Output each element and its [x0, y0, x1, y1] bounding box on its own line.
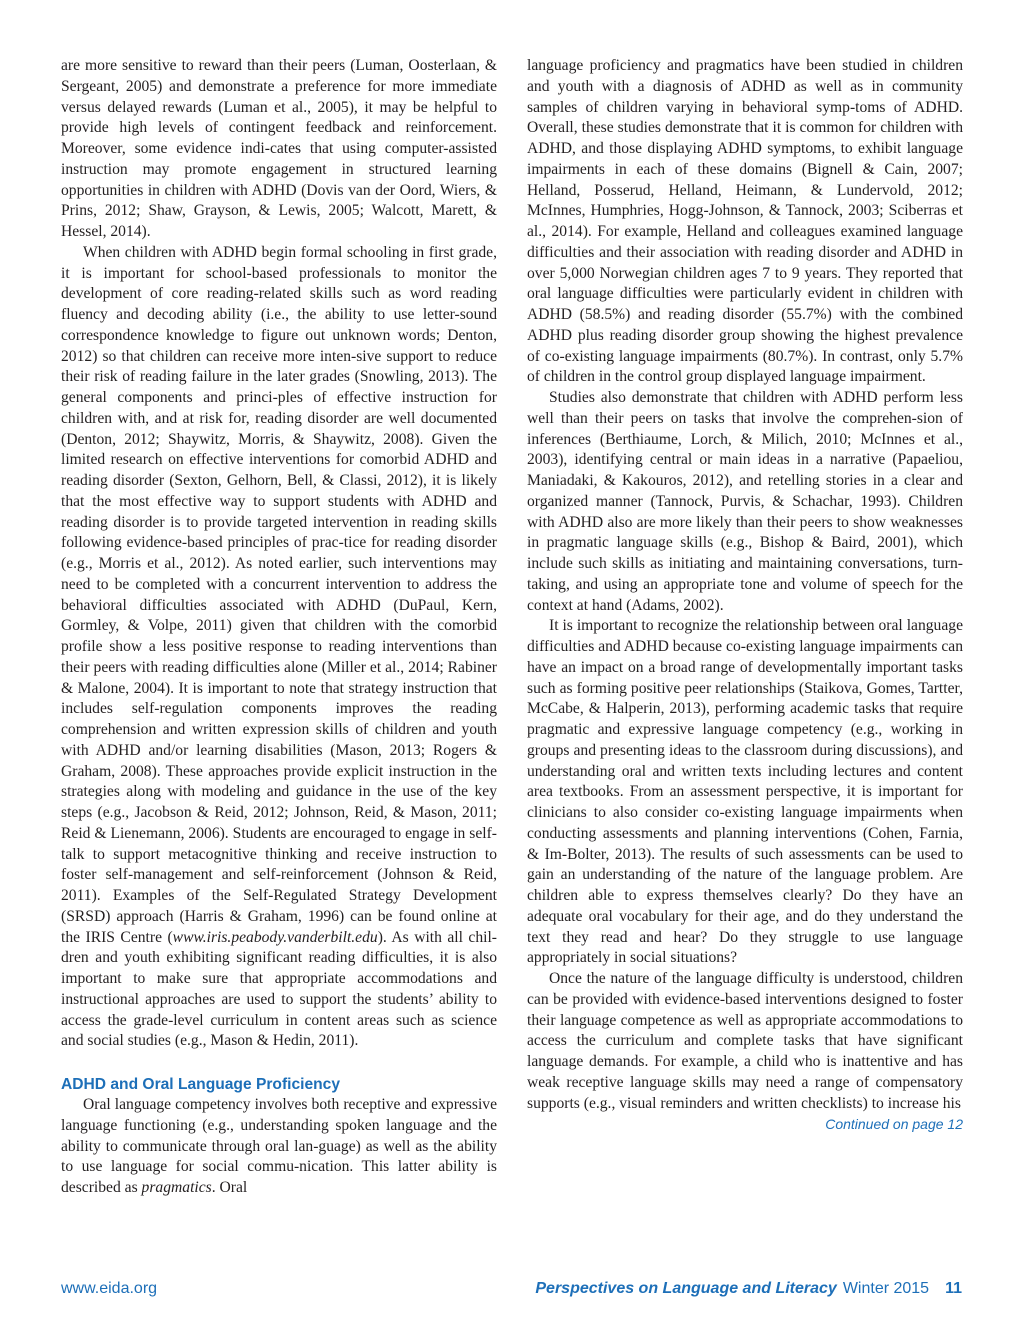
body-paragraph: Once the nature of the language difficulty is understood, children can be provided with evidence-based interventions designed to foster their language competence as well as appropriate accommodations to access the curriculum and complete tasks that have significant language demands. For example, a child who is inattentive and has weak receptive language skills may need a range of compensatory supports (e.g., visual reminders and written checklists) to increase his [527, 970, 963, 1112]
footer-right [535, 1280, 962, 1298]
body-paragraph: language proficiency and pragmatics have been studied in children and youth with a diagnosis of ADHD as well as in community samples of children varying in behavioral symp-toms of ADHD. Overall, these studies demonstrate that it is common for children with ADHD, and those displaying ADHD symptoms, to exhibit language impairments in each of these domains (Bignell & Cain, 2007; Helland, Posserud, Helland, Heimann, & Lundervold, 2012; McInnes, Humphries, Hogg-Johnson, & Tannock, 2003; Sciberras et al., 2014). For example, Helland and colleagues examined language difficulties and their association with reading disorder and ADHD in over 5,000 Norwegian children ages 7 to 9 years. They reported that oral language difficulties were particularly evident in children with ADHD (58.5%) and reading disorder (55.7%) with the combined ADHD plus reading disorder group showing the highest prevalence of co-existing language impairments (80.7%). In contrast, only 5.7% of children in the control group displayed language impairment. [527, 57, 963, 386]
body-paragraph: Studies also demonstrate that children with ADHD perform less well than their peers on tasks that involve the comprehen-sion of inferences (Berthiaume, Lorch, & Milich, 2010; McInnes et al., 2003), identifying central or main ideas in a narrative (Papaeliou, Maniadaki, & Kakouros, 2012), and retelling stories in a clear and organized manner (Tannock, Purvis, & Schachar, 1993). Children with ADHD also are more likely than their peers to show weaknesses in pragmatic language skills (e.g., Bishop & Baird, 2001), which include such skills as initiating and maintaining conversations, turn-taking, and using an appropriate tone and volume of speech for the context at hand (Adams, 2002). [527, 389, 963, 614]
iris-centre-link[interactable]: www.iris.peabody.vanderbilt.edu [172, 928, 378, 946]
section-heading: ADHD and Oral Language Proficiency [61, 1076, 341, 1093]
paragraph-text: . Oral [211, 1179, 248, 1196]
right-column [527, 56, 963, 1135]
page-footer [61, 1280, 962, 1304]
left-column [61, 56, 497, 1199]
body-paragraph [61, 243, 497, 1052]
paragraph-text: When children with ADHD begin formal schooling in first grade, it is important for school-based professionals to monitor the development of core reading-related skills such as word reading fluency and decoding ability (i.e., the ability to use letter-sound correspondence knowledge to figure out unknown words; Denton, 2012) so that children can receive more inten-sive support to reduce their risk of reading failure in the later grades (Snowling, 2013). The general components and princi-ples of effective instruction for children with, and at risk for, reading disorder are well documented (Denton, 2012; Shaywitz, Morris, & Shaywitz, 2008). Given the limited research on effective interventions for comorbid ADHD and reading disorder (Sexton, Gelhorn, Bell, & Classi, 2012), it is likely that the most effective way to support students with ADHD and reading disorder is to provide targeted intervention in reading skills following evidence-based principles of prac-tice for reading disorder (e.g., Morris et al., 2012). As noted earlier, such interventions may need to be completed with a concurrent intervention to address the behavioral difficulties associated with ADHD (DuPaul, Kern, Gormley, & Volpe, 2011) given that children with the comorbid profile show a less positive response to reading interventions than their peers with reading difficulties alone (Miller et al., 2014; Rabiner & Malone, 2004). It is important to note that strategy instruction that includes self-regulation components improves the reading comprehension and written expression skills of children and youth with ADHD and/or learning disabilities (Mason, 2013; Rogers & Graham, 2008). These approaches provide explicit instruction in the strategies along with modeling and guidance in the use of the key steps (e.g., Jacobson & Reid, 2012; Johnson, Reid, & Mason, 2011; Reid & Lienemann, 2006). Students are encouraged to engage in self-talk to support metacognitive thinking and receive instruction to foster self-management and self-reinforcement (Johnson & Reid, 2011). Examples of the Self-Regulated Strategy Development (SRSD) approach (Harris & Graham, 1996) can be found online at the IRIS Centre ( [61, 243, 497, 946]
paragraph-text: ). As with all chil-dren and youth exhibiting significant reading difficulties, it is also important to make sure that appropriate accommodations and instructional approaches are used to support the students’ ability to access the grade-level curriculum in content areas such as science and social studies (e.g., Mason & Hedin, 2011). [61, 928, 498, 1050]
journal-title: Perspectives on Language and Literacy [535, 1280, 837, 1297]
continued-note: Continued on page 12 [825, 1116, 963, 1133]
page-number: 11 [945, 1280, 962, 1297]
paragraph-text: Oral language competency involves both receptive and expressive language functioning (e.g., understanding spoken language and the ability to communicate through oral lan-guage) as well as the ability to use language for social commu-nication. This latter ability is described as [61, 1096, 497, 1196]
italic-term: pragmatics [141, 1179, 212, 1196]
issue-date: Winter 2015 [842, 1280, 930, 1297]
website-link[interactable]: www.eida.org [61, 1280, 158, 1297]
body-paragraph: It is important to recognize the relationship between oral language difficulties and ADHD because co-existing language impairments can have an impact on a broad range of developmentally important tasks such as forming positive peer relationships (Staikova, Gomes, Tartter, McCabe, & Halperin, 2013), performing academic tasks that require pragmatic and expressive language competency (e.g., working in groups and presenting ideas to the classroom during discussions), and understanding oral and written texts including lectures and content area textbooks. From an assessment perspective, it is important for clinicians to also consider co-existing language impairments when conducting assessments and planning interventions (Cohen, Farnia, & Im-Bolter, 2013). The results of such assessments can be used to gain an understanding of the nature of the language problem. Are children able to express themselves clearly? Do they have an adequate oral vocabulary for their age, and do they understand the text they read and hear? Do they struggle to use language appropriately in social situations? [527, 617, 963, 967]
body-paragraph: are more sensitive to reward than their peers (Luman, Oosterlaan, & Sergeant, 2005) and demonstrate a preference for more immediate versus delayed rewards (Luman et al., 2005), it may be helpful to provide high levels of contingent feedback and reinforcement. Moreover, some evidence indi-cates that using computer-assisted instruction may promote engagement in structured learning opportunities in children with ADHD (Dovis van der Oord, Wiers, & Prins, 2012; Shaw, Grayson, & Lewis, 2005; Walcott, Marett, & Hessel, 2014). [61, 57, 497, 240]
body-paragraph [61, 1095, 497, 1199]
